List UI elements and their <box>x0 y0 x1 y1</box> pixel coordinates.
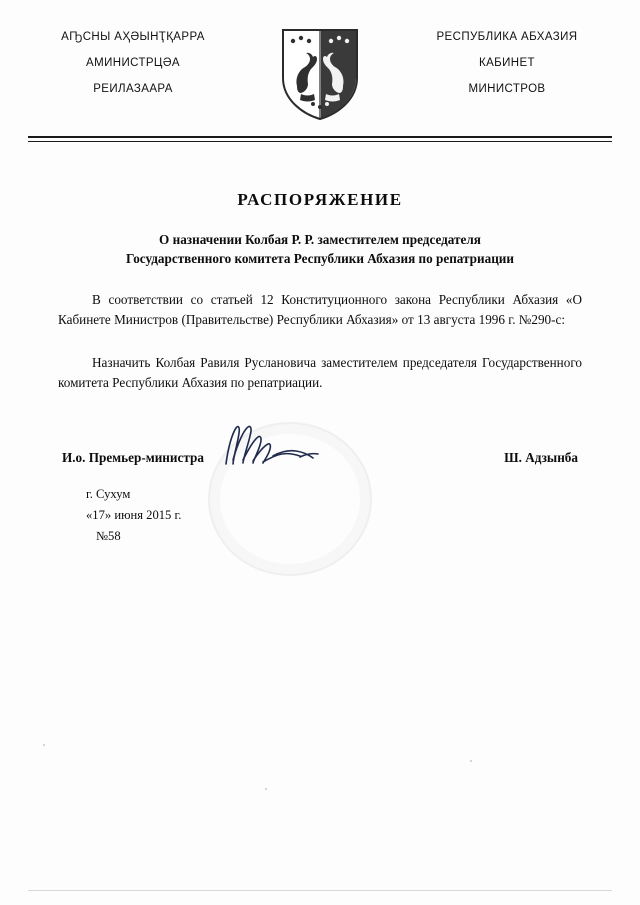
divider-thin-line <box>28 141 612 142</box>
letterhead <box>0 0 640 122</box>
letterhead-left-line-1: АҦСНЫ АҲӘЫНҬҚАРРА <box>61 31 205 43</box>
meta-number: №58 <box>96 529 121 543</box>
scan-speck <box>43 744 45 746</box>
paragraph-order: Назначить Колбая Равиля Руслановича заместителем председателя Государственного комитета Республики Абхазия по репатриации. <box>58 355 582 390</box>
document-subject <box>58 230 582 268</box>
meta-city: г. Сухум <box>86 487 131 501</box>
signatory-title: И.о. Премьер-министра <box>62 450 204 465</box>
letterhead-right-line-3: МИНИСТРОВ <box>468 83 546 95</box>
handwritten-signature-icon <box>218 420 348 478</box>
document-title: РАСПОРЯЖЕНИЕ <box>237 190 403 209</box>
header-divider <box>28 136 612 142</box>
divider-thick-line <box>28 136 612 138</box>
letterhead-left-line-2: АМИНИСТРЦӘА <box>86 57 180 69</box>
scan-speck <box>470 760 472 762</box>
document-meta <box>58 484 582 547</box>
scan-speck <box>265 788 267 790</box>
document-body <box>0 190 640 547</box>
letterhead-right-block <box>402 24 612 102</box>
page-bottom-edge <box>28 890 612 891</box>
letterhead-right-line-1: РЕСПУБЛИКА АБХАЗИЯ <box>436 31 578 43</box>
paragraph-legal-basis: В соответствии со статьей 12 Конституционного закона Республики Абхазия «О Кабинете Министров (Правительстве) Республики Абхазия» от 13 августа 1996 г. №290-с: <box>58 292 582 327</box>
signature-block <box>58 442 582 466</box>
letterhead-right-line-2: КАБИНЕТ <box>479 57 535 69</box>
meta-date: «17» июня 2015 г. <box>86 508 182 522</box>
signatory-name: Ш. Адзынба <box>504 450 578 465</box>
letterhead-left-block <box>28 24 238 102</box>
coat-of-arms-icon <box>277 26 363 122</box>
letterhead-left-line-3: РЕИЛАЗААРА <box>93 83 173 95</box>
document-subject-line-1: О назначении Колбая Р. Р. заместителем председателя <box>159 232 481 247</box>
document-subject-line-2: Государственного комитета Республики Абхазия по репатриации <box>125 251 515 266</box>
